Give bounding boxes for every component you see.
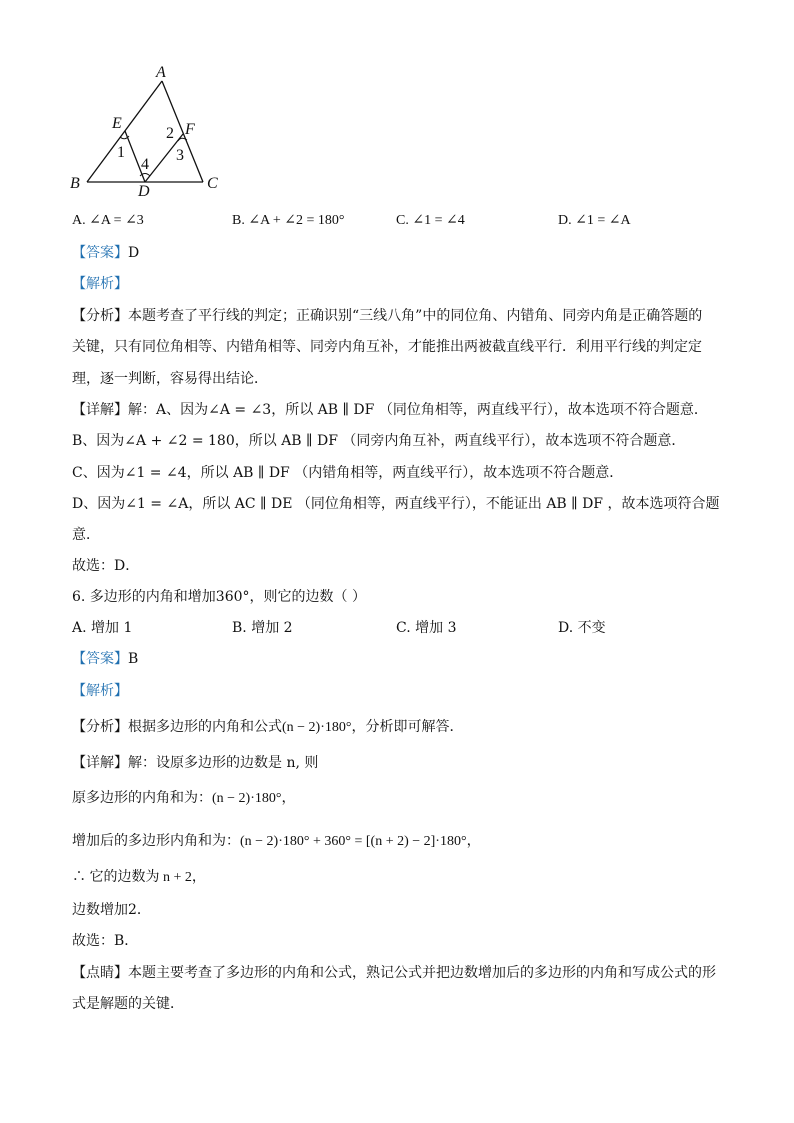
q6-detail-text: 解：设原多边形的边数是 n, 则	[128, 755, 319, 771]
angle-label-3: 3	[176, 147, 184, 164]
q6-option-a: A. 增加 1	[72, 620, 133, 636]
q5-option-a: A. ∠A = ∠3	[72, 213, 144, 228]
q6-detail-tag: 【详解】	[72, 755, 128, 771]
q6-therefore: ∴ 它的边数为 n + 2，	[72, 870, 206, 885]
label-c: C	[207, 175, 218, 192]
q6-answer-value: B	[128, 651, 139, 667]
q5-fenxi-line-3: 理，逐一判断，容易得出结论．	[72, 371, 268, 387]
q5-option-d: D. ∠1 = ∠A	[558, 213, 631, 228]
q6-fenxi-text: 根据多边形的内角和公式(n − 2)·180°，分析即可解答．	[128, 720, 464, 735]
q5-fenxi-line-2: 关键，只有同位角相等、内错角相等、同旁内角互补，才能推出两被截直线平行．利用平行线的判定定	[72, 339, 702, 355]
q6-analysis-heading	[72, 681, 128, 701]
q6-dianjing-line-1	[72, 963, 716, 983]
q6-fenxi-line	[72, 717, 463, 738]
q5-answer-tag: 【答案】	[72, 245, 128, 261]
q6-option-d: D. 不变	[558, 620, 606, 636]
q6-fenxi-tag: 【分析】	[72, 719, 128, 735]
q5-analysis-tag: 【解析】	[72, 276, 128, 292]
q6-original-sum: 原多边形的内角和为：(n − 2)·180°，	[72, 791, 296, 806]
q6-option-c: C. 增加 3	[396, 620, 457, 636]
q5-analysis-heading	[72, 274, 128, 294]
q5-option-b: B. ∠A + ∠2 = 180°	[232, 213, 345, 228]
q5-detail-line-c: C、因为∠1 = ∠4，所以 AB ∥ DF （内错角相等，两直线平行），故本选项不符合题意．	[72, 465, 624, 481]
q5-detail-text-a: 解：A、因为∠A = ∠3，所以 AB ∥ DF （同位角相等，两直线平行），故本选项不符合题意．	[128, 402, 708, 418]
q5-detail-line-d2: 意．	[72, 527, 100, 543]
q5-option-c: C. ∠1 = ∠4	[396, 213, 465, 228]
q5-answer-value: D	[128, 245, 140, 261]
q6-choose: 故选：B．	[72, 933, 139, 949]
q6-answer-tag: 【答案】	[72, 651, 128, 667]
q6-dianjing-tag: 【点睛】	[72, 965, 128, 981]
label-d: D	[138, 183, 150, 196]
q6-option-b: B. 增加 2	[232, 620, 293, 636]
q6-analysis-tag: 【解析】	[72, 683, 128, 699]
q5-options	[72, 211, 752, 231]
q5-fenxi-text-1: 本题考查了平行线的判定；正确识别“三线八角”中的同位角、内错角、同旁内角是正确答题的	[128, 308, 703, 324]
q6-answer	[72, 649, 138, 669]
q5-detail-line-d1: D、因为∠1 = ∠A，所以 AC ∥ DE （同位角相等，两直线平行），不能证出 AB ∥ DF ，故本选项符合题	[72, 496, 720, 512]
q6-options	[72, 618, 752, 638]
label-b: B	[70, 175, 80, 192]
q5-fenxi-line-1	[72, 306, 702, 326]
triangle-diagram	[60, 62, 240, 196]
angle-label-1: 1	[117, 144, 125, 161]
angle-label-4: 4	[141, 156, 149, 173]
q5-fenxi-tag: 【分析】	[72, 308, 128, 324]
q5-detail-line-b: B、因为∠A + ∠2 = 180，所以 AB ∥ DF （同旁内角互补，两直线平行），故本选项不符合题意．	[72, 433, 686, 449]
triangle-figure	[60, 62, 240, 196]
q6-increased-sum: 增加后的多边形内角和为：(n − 2)·180° + 360° = [(n + 2) − 2]·180°，	[72, 834, 481, 849]
q5-answer	[72, 243, 139, 263]
label-e: E	[112, 115, 122, 132]
q6-dianjing-text-1: 本题主要考查了多边形的内角和公式，熟记公式并把边数增加后的多边形的内角和写成公式的形	[128, 965, 716, 981]
angle-label-2: 2	[166, 125, 174, 142]
q6-detail-line	[72, 753, 318, 773]
q6-side-increase: 边数增加2．	[72, 902, 151, 918]
label-a: A	[156, 64, 166, 81]
q5-choose: 故选：D．	[72, 558, 140, 574]
q5-detail-tag: 【详解】	[72, 402, 128, 418]
q6-dianjing-line-2: 式是解题的关键．	[72, 996, 184, 1012]
label-f: F	[185, 121, 195, 138]
q5-detail-line-a	[72, 400, 708, 420]
q6-stem: 6. 多边形的内角和增加360°，则它的边数（ ）	[72, 589, 366, 605]
